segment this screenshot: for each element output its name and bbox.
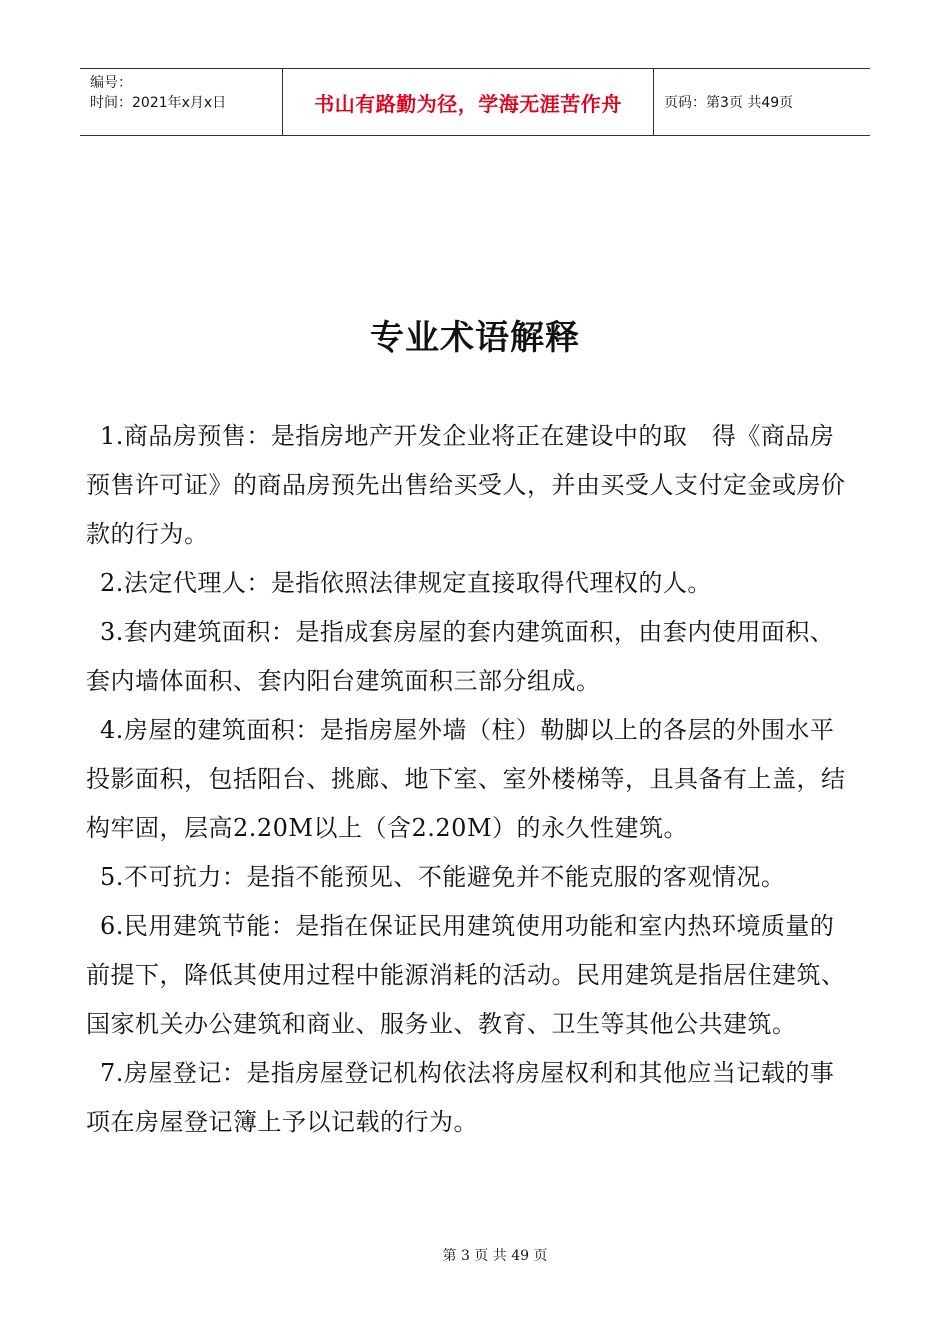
document-date-label: 时间：2021年x月x日 (90, 95, 227, 111)
term-paragraph: 6.民用建筑节能：是指在保证民用建筑使用功能和室内热环境质量的前提下，降低其使用过程中能源消耗的活动。民用建筑是指居住建筑、国家机关办公建筑和商业、服务业、教育、卫生等其他公共建筑。 (86, 912, 846, 1038)
term-paragraph: 2.法定代理人：是指依照法律规定直接取得代理权的人。 (100, 569, 712, 597)
term-paragraph: 5.不可抗力：是指不能预见、不能避免并不能克服的客观情况。 (100, 863, 786, 891)
header-meta (80, 69, 282, 135)
term-paragraph: 4.房屋的建筑面积：是指房屋外墙（柱）勒脚以上的各层的外围水平投影面积，包括阳台、挑廊、地下室、室外楼梯等，且具备有上盖，结构牢固，层高2.20M以上（含2.20M）的永久性建筑。 (86, 716, 846, 842)
term-paragraph: 7.房屋登记：是指房屋登记机构依法将房屋权利和其他应当记载的事项在房屋登记簿上予以记载的行为。 (86, 1059, 835, 1136)
header-page-cell (654, 69, 870, 135)
page-footer: 第 3 页 共 49 页 (442, 1248, 548, 1264)
term-paragraph: 3.套内建筑面积：是指成套房屋的套内建筑面积，由套内使用面积、套内墙体面积、套内阳台建筑面积三部分组成。 (86, 618, 835, 695)
term-paragraph: 1.商品房预售：是指房地产开发企业将正在建设中的取 得《商品房预售许可证》的商品房预先出售给买受人，并由买受人支付定金或房价款的行为。 (86, 422, 846, 548)
header-motto-cell (282, 69, 654, 135)
header-page-number: 页码：第3页 共49页 (664, 95, 794, 111)
document-title: 专业术语解释 (370, 318, 580, 358)
page-header (80, 68, 870, 136)
document-number-label: 编号： (90, 75, 132, 91)
document-body (86, 412, 856, 1147)
header-motto: 书山有路勤为径，学海无涯苦作舟 (314, 91, 622, 116)
